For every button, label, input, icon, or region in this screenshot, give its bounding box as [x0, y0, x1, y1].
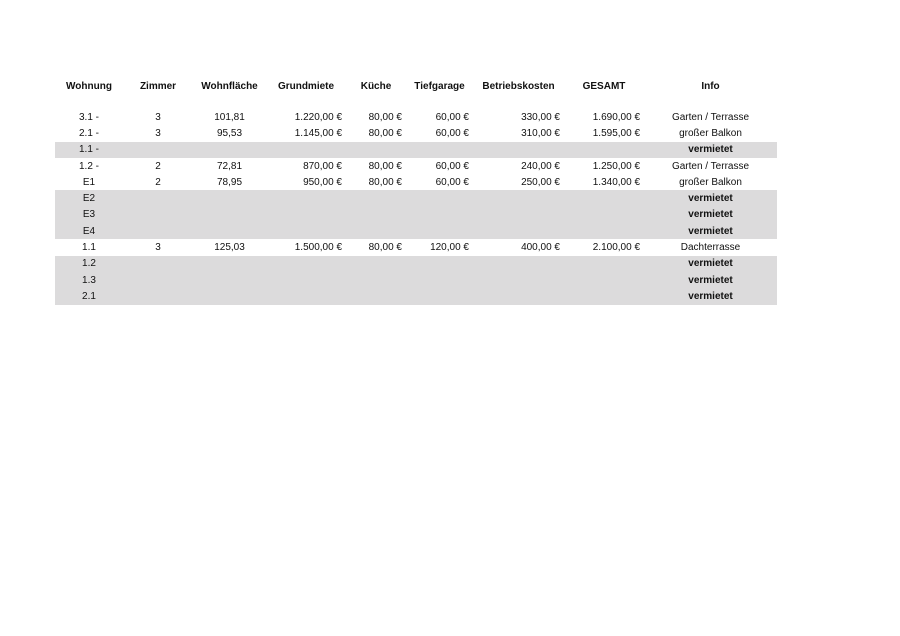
- header-grundmiete: Grundmiete: [277, 80, 335, 92]
- cell-gesamt: [564, 223, 644, 239]
- cell-wohnung: E1: [82, 176, 96, 188]
- cell-wohnflaeche: 72,81: [216, 160, 243, 172]
- header-gesamt: GESAMT: [582, 80, 626, 92]
- cell-grundmiete: 1.500,00 €: [294, 242, 342, 254]
- cell-info: Garten / Terrasse: [671, 160, 750, 172]
- cell-gesamt: 1.340,00 €: [592, 176, 640, 188]
- cell-info: vermietet: [644, 207, 777, 223]
- cell-kueche: 80,00 €: [368, 176, 402, 188]
- header-spacer-row: [55, 96, 777, 109]
- cell-grundmiete: 1.220,00 €: [294, 111, 342, 123]
- table-row-rented: [55, 223, 777, 239]
- cell-info: großer Balkon: [679, 176, 742, 188]
- cell-zimmer: 3: [155, 242, 161, 254]
- cell-wohnflaeche: [193, 190, 266, 206]
- cell-kueche: [346, 223, 406, 239]
- apartment-rent-table: [55, 76, 777, 305]
- cell-tiefgarage: 60,00 €: [435, 111, 469, 123]
- cell-info: vermietet: [644, 142, 777, 158]
- cell-zimmer: 3: [155, 127, 161, 139]
- cell-zimmer: [123, 256, 193, 272]
- cell-info: vermietet: [644, 190, 777, 206]
- cell-tiefgarage: [406, 142, 473, 158]
- cell-wohnflaeche: 125,03: [214, 242, 245, 254]
- cell-kueche: [346, 142, 406, 158]
- cell-grundmiete: [266, 207, 346, 223]
- cell-zimmer: [123, 223, 193, 239]
- cell-grundmiete: [266, 272, 346, 288]
- cell-kueche: [346, 190, 406, 206]
- table-row: [55, 174, 777, 190]
- cell-zimmer: [123, 142, 193, 158]
- cell-gesamt: 1.595,00 €: [592, 127, 640, 139]
- header-wohnflaeche: Wohnfläche: [201, 80, 258, 92]
- cell-gesamt: [564, 272, 644, 288]
- cell-betriebskosten: 250,00 €: [521, 176, 560, 188]
- cell-grundmiete: [266, 288, 346, 304]
- cell-wohnflaeche: [193, 272, 266, 288]
- cell-wohnung: E3: [55, 207, 123, 223]
- cell-wohnflaeche: [193, 288, 266, 304]
- cell-zimmer: [123, 207, 193, 223]
- table-row-rented: [55, 142, 777, 158]
- cell-wohnung: 1.1 -: [55, 142, 123, 158]
- cell-tiefgarage: [406, 272, 473, 288]
- table-row-rented: [55, 288, 777, 304]
- cell-betriebskosten: [473, 223, 564, 239]
- cell-kueche: [346, 272, 406, 288]
- cell-grundmiete: [266, 223, 346, 239]
- cell-betriebskosten: [473, 272, 564, 288]
- table-row: [55, 239, 777, 255]
- table-row: [55, 158, 777, 174]
- cell-gesamt: [564, 256, 644, 272]
- cell-tiefgarage: 60,00 €: [435, 160, 469, 172]
- cell-wohnung: 2.1: [55, 288, 123, 304]
- table-row-rented: [55, 207, 777, 223]
- cell-wohnflaeche: 78,95: [216, 176, 243, 188]
- header-kueche: Küche: [360, 80, 392, 92]
- cell-betriebskosten: 400,00 €: [521, 242, 560, 254]
- cell-wohnung: E2: [55, 190, 123, 206]
- cell-info: Garten / Terrasse: [671, 111, 750, 123]
- cell-gesamt: 1.690,00 €: [592, 111, 640, 123]
- cell-info: vermietet: [644, 272, 777, 288]
- cell-tiefgarage: [406, 288, 473, 304]
- cell-gesamt: 1.250,00 €: [592, 160, 640, 172]
- table-row-rented: [55, 190, 777, 206]
- cell-zimmer: [123, 272, 193, 288]
- cell-kueche: [346, 256, 406, 272]
- cell-zimmer: 2: [155, 176, 161, 188]
- cell-grundmiete: [266, 190, 346, 206]
- cell-tiefgarage: [406, 223, 473, 239]
- cell-info: vermietet: [644, 256, 777, 272]
- cell-zimmer: 2: [155, 160, 161, 172]
- cell-wohnung: 2.1 -: [78, 127, 99, 139]
- cell-grundmiete: 870,00 €: [303, 160, 342, 172]
- table-header-row: [55, 76, 777, 96]
- cell-tiefgarage: 60,00 €: [435, 176, 469, 188]
- cell-betriebskosten: 330,00 €: [521, 111, 560, 123]
- cell-betriebskosten: 310,00 €: [521, 127, 560, 139]
- header-tiefgarage: Tiefgarage: [414, 80, 465, 92]
- cell-wohnung: 1.1: [82, 242, 96, 254]
- header-zimmer: Zimmer: [139, 80, 177, 92]
- header-info: Info: [701, 80, 720, 92]
- cell-gesamt: [564, 288, 644, 304]
- cell-grundmiete: 1.145,00 €: [294, 127, 342, 139]
- cell-wohnung: 1.3: [55, 272, 123, 288]
- cell-tiefgarage: 60,00 €: [435, 127, 469, 139]
- table-row: [55, 125, 777, 141]
- cell-grundmiete: 950,00 €: [303, 176, 342, 188]
- cell-kueche: 80,00 €: [368, 111, 402, 123]
- header-wohnung: Wohnung: [66, 80, 112, 92]
- table-row: [55, 109, 777, 125]
- cell-wohnflaeche: 95,53: [216, 127, 243, 139]
- table-row-rented: [55, 256, 777, 272]
- cell-gesamt: 2.100,00 €: [592, 242, 640, 254]
- cell-info: vermietet: [644, 223, 777, 239]
- cell-betriebskosten: 240,00 €: [521, 160, 560, 172]
- cell-betriebskosten: [473, 142, 564, 158]
- cell-info: großer Balkon: [679, 127, 742, 139]
- cell-grundmiete: [266, 142, 346, 158]
- cell-kueche: 80,00 €: [368, 127, 402, 139]
- header-betriebskosten: Betriebskosten: [482, 80, 555, 92]
- cell-kueche: 80,00 €: [368, 160, 402, 172]
- cell-betriebskosten: [473, 256, 564, 272]
- table-row-rented: [55, 272, 777, 288]
- cell-gesamt: [564, 207, 644, 223]
- cell-gesamt: [564, 190, 644, 206]
- cell-wohnflaeche: [193, 223, 266, 239]
- cell-zimmer: [123, 288, 193, 304]
- cell-betriebskosten: [473, 288, 564, 304]
- cell-tiefgarage: [406, 256, 473, 272]
- cell-tiefgarage: [406, 190, 473, 206]
- cell-kueche: [346, 288, 406, 304]
- cell-wohnflaeche: [193, 256, 266, 272]
- cell-gesamt: [564, 142, 644, 158]
- cell-tiefgarage: 120,00 €: [430, 242, 469, 254]
- cell-info: vermietet: [644, 288, 777, 304]
- cell-wohnflaeche: 101,81: [214, 111, 245, 123]
- cell-grundmiete: [266, 256, 346, 272]
- cell-wohnung: 3.1 -: [78, 111, 99, 123]
- cell-wohnung: 1.2 -: [78, 160, 99, 172]
- cell-wohnung: E4: [55, 223, 123, 239]
- cell-kueche: 80,00 €: [368, 242, 402, 254]
- cell-zimmer: [123, 190, 193, 206]
- cell-wohnung: 1.2: [55, 256, 123, 272]
- cell-wohnflaeche: [193, 142, 266, 158]
- cell-info: Dachterrasse: [680, 242, 741, 254]
- cell-betriebskosten: [473, 207, 564, 223]
- cell-wohnflaeche: [193, 207, 266, 223]
- cell-betriebskosten: [473, 190, 564, 206]
- cell-tiefgarage: [406, 207, 473, 223]
- cell-zimmer: 3: [155, 111, 161, 123]
- cell-kueche: [346, 207, 406, 223]
